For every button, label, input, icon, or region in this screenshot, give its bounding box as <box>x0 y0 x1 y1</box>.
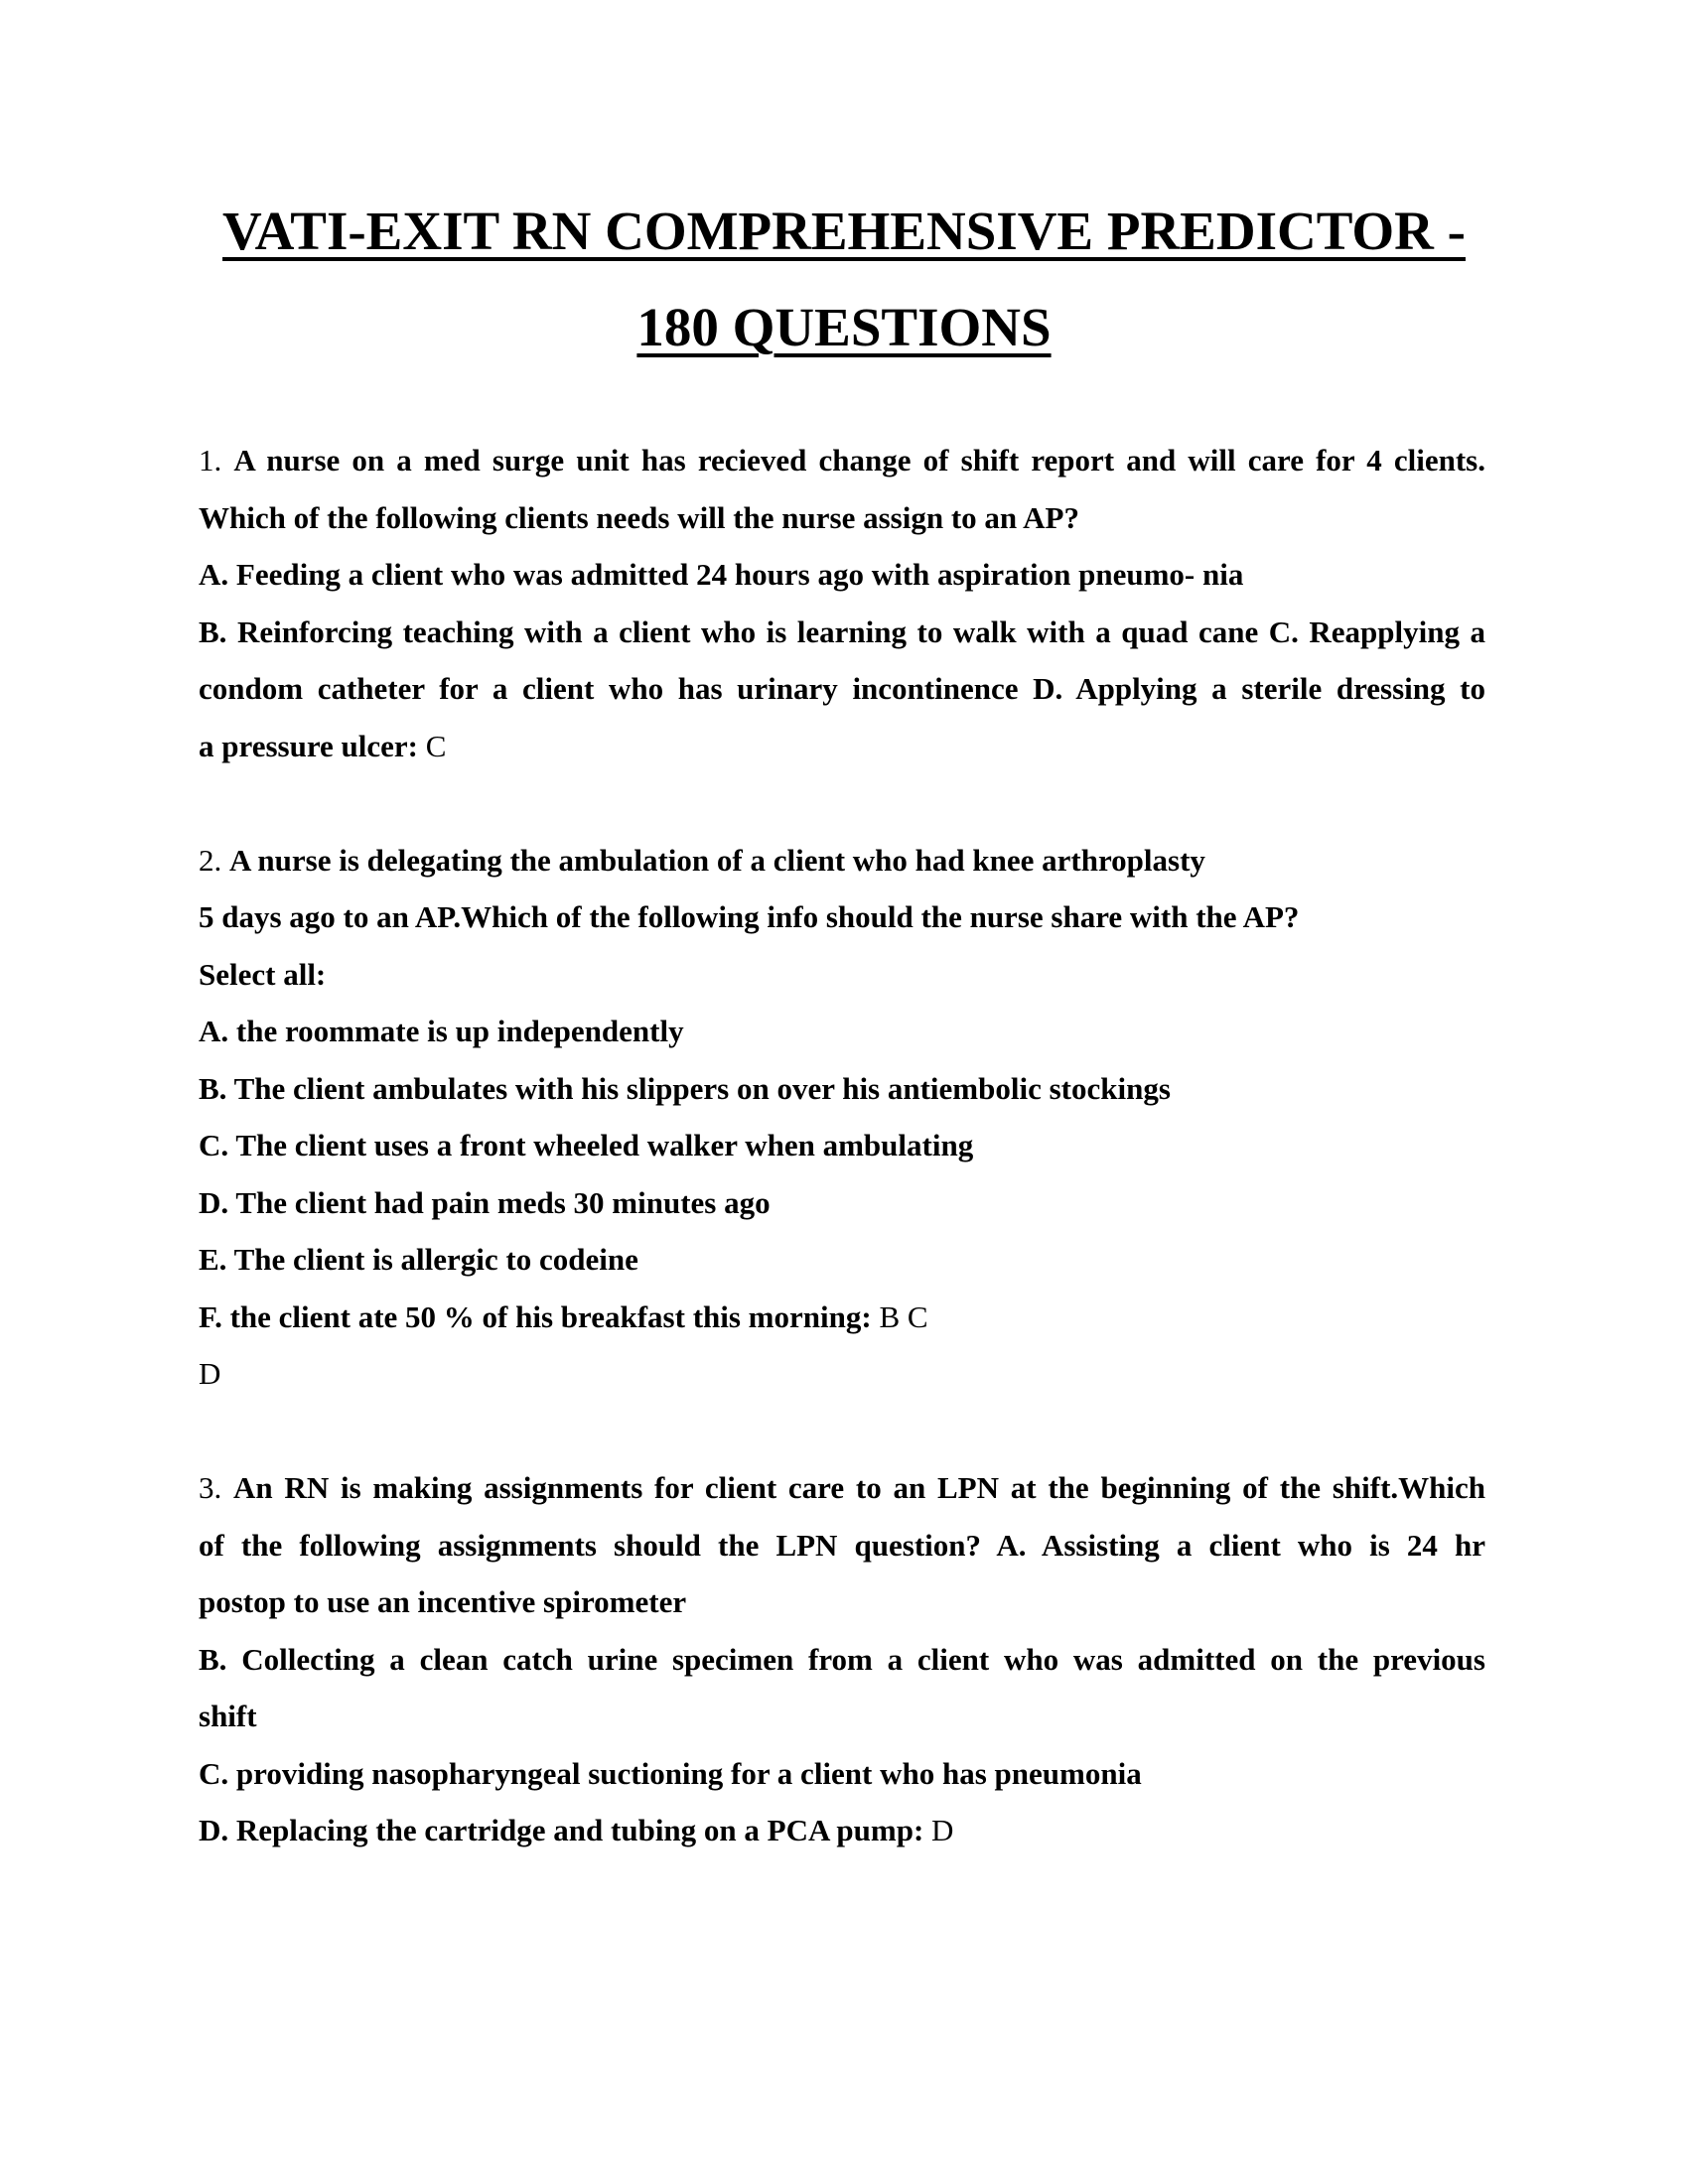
question-2-option-e: E. The client is allergic to codeine <box>199 1242 638 1277</box>
question-2-option-c: C. The client uses a front wheeled walker when ambulating <box>199 1128 974 1162</box>
question-number: 3. <box>199 1470 222 1505</box>
question-1-option-c-d: condom catheter for a client who has urinary incontinence D. Applying a sterile dressing to <box>199 671 1485 706</box>
document-title-line-2: 180 QUESTIONS <box>636 297 1052 357</box>
question-2-line-2: 5 days ago to an AP.Which of the following info should the nurse share with the AP? <box>199 899 1300 934</box>
answer-key-continued: D <box>199 1356 221 1391</box>
question-text: D. Replacing the cartridge and tubing on a PCA pump: <box>199 1813 924 1847</box>
question-2-line-1 <box>199 845 1205 876</box>
question-2-option-f <box>199 1301 928 1332</box>
question-number: 2. <box>199 843 222 878</box>
question-text: F. the client ate 50 % of his breakfast this morning: <box>199 1299 872 1334</box>
question-3-option-b: B. Collecting a clean catch urine specimen from a client who was admitted on the previous <box>199 1642 1485 1677</box>
question-text: A nurse is delegating the ambulation of a client who had knee arthroplasty <box>229 843 1205 878</box>
question-1-line-2: Which of the following clients needs will the nurse assign to an AP? <box>199 500 1079 535</box>
question-3-line-2: of the following assignments should the LPN question? A. Assisting a client who is 24 hr <box>199 1528 1485 1563</box>
question-2-select-all: Select all: <box>199 957 327 992</box>
question-text: A nurse on a med surge unit has recieved change of shift report and will care for 4 clients. <box>233 443 1485 478</box>
question-text: a pressure ulcer: <box>199 729 418 763</box>
question-3-line-3: postop to use an incentive spirometer <box>199 1584 687 1619</box>
question-1-option-b-c: B. Reinforcing teaching with a client who is learning to walk with a quad cane C. Reapplying a <box>199 614 1485 649</box>
question-2-option-b: B. The client ambulates with his slippers on over his antiembolic stockings <box>199 1071 1171 1106</box>
answer-key: D <box>931 1813 954 1847</box>
question-3-option-c: C. providing nasopharyngeal suctioning for a client who has pneumonia <box>199 1756 1142 1791</box>
question-1-option-a: A. Feeding a client who was admitted 24 hours ago with aspiration pneumo- nia <box>199 557 1244 592</box>
question-2-option-a: A. the roommate is up independently <box>199 1014 684 1048</box>
question-3-line-1 <box>199 1472 1485 1503</box>
question-text: An RN is making assignments for client care to an LPN at the beginning of the shift.Which <box>233 1470 1486 1505</box>
answer-key: B C <box>879 1299 928 1334</box>
answer-key: C <box>425 729 447 763</box>
document-title-line-1: VATI-EXIT RN COMPREHENSIVE PREDICTOR - <box>222 201 1466 261</box>
question-3-option-b-cont: shift <box>199 1699 257 1733</box>
question-1-line-1 <box>199 445 1485 476</box>
question-1-line-final <box>199 731 446 761</box>
question-2-option-d: D. The client had pain meds 30 minutes ago <box>199 1185 771 1220</box>
question-number: 1. <box>199 443 222 478</box>
question-3-option-d <box>199 1815 953 1845</box>
